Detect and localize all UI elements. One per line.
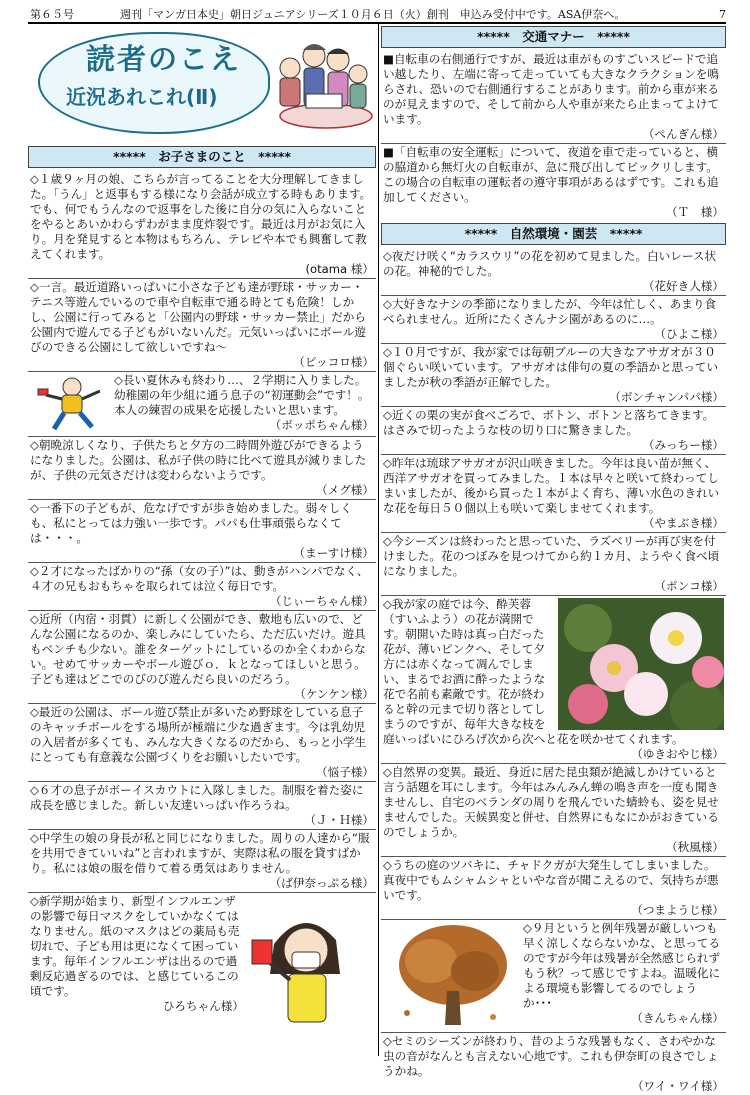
page-title: 読者のこえ: [86, 42, 242, 76]
page-subtitle: 近況あれこれ(Ⅱ): [66, 85, 218, 109]
letter-signature: （ボンチャンパパ様）: [609, 390, 724, 404]
letter-text: ◇今シーズンは終わったと思っていた、ラズベリーが再び実を付けました。花のつぼみを見つけてから約１カ月、ようやく食べ頃になりました。: [383, 534, 720, 578]
letter-signature: （Ｔ 様）: [666, 205, 724, 219]
right-column: [381, 24, 726, 1093]
letter-signature: （秋風様）: [666, 840, 724, 854]
letter-signature: （ポンコ様）: [654, 579, 724, 593]
letter-signature: （ゆきおやじ様）: [631, 747, 724, 761]
letter-signature: （ば伊奈っぷる様）: [269, 876, 374, 890]
letter-item: [381, 764, 726, 857]
letter-item: [28, 279, 376, 372]
letter-signature: （じぃーちゃん様）: [269, 594, 374, 608]
letter-text: ◇中学生の娘の身長が私と同じになりました。周りの人達から“服を共用できていいね”と言われますが、実際は私の服を貸すばかり。私には娘の服を借りて着る勇気はありません。: [30, 831, 370, 875]
section-heading-nature: ***** 自然環境・園芸 *****: [381, 223, 726, 245]
letter-signature: （ボッポちゃん様）: [269, 418, 374, 432]
letter-item: [381, 596, 726, 764]
letter-item: [28, 782, 376, 830]
letter-text: ◇最近の公園は、ボール遊び禁止が多いため野球をしている息子のキャッチボールをする場所が極端に少な過ぎます。今は乳幼児の入居者が多くても、みんな大きくなるのだから、もっと小学生にとっても有意義な公園づくりをお願いしたいです。: [30, 705, 367, 764]
letter-text: ◇９月というと例年残暑が厳しいつも早く涼しくならないかな、と思ってるのですが今年は残暑が全然感じられずもう秋？って感じですよね。温暖化による環境も影響してるのでしょうか･･･: [523, 921, 721, 1010]
letter-signature: （Ｊ・Ｈ様）: [304, 813, 374, 827]
letter-signature: （ケンケン様）: [294, 687, 374, 701]
letter-text: ◇自然界の変異。最近、身近に居た昆虫類が絶滅しかけていると言う話題を耳にします。今年はみんみん蝉の鳴き声を一度も聞きませんし、自宅のベランダの周りを飛んでいた蜻蛉も、姿を見せませんでした。天候異変と併せ、自然界にもなにかがおきているのでしょうか。: [383, 765, 719, 839]
autumn-tree-illustration: [383, 921, 523, 1031]
letter-text: ◇夜だけ咲く“カラスウリ”の花を初めて見ました。白いレース状の花。神秘的でした。: [383, 249, 717, 278]
letter-item: [381, 248, 726, 296]
section-heading-children: ***** お子さまのこと *****: [28, 146, 376, 168]
letter-item: [28, 704, 376, 782]
letter-text: ◇昨年は琉球アサガオが沢山咲きました。今年は良い苗が無く、西洋アサガオを買ってみました。１本は早々と咲いて終わってしまいましたが、後から買った１本がよく育ち、薄い水色のきれいな花を毎日５０個以上も咲いて楽しませてくれます。: [383, 456, 720, 515]
letter-item: [381, 533, 726, 596]
issue-number: 第６５号: [30, 8, 74, 21]
section-heading-traffic: ***** 交通マナー *****: [381, 26, 726, 48]
mask-woman-illustration: [244, 894, 364, 1034]
letter-item: [381, 51, 726, 144]
letter-item: [28, 893, 376, 1035]
letter-signature: （ぺんぎん様）: [642, 127, 724, 141]
letter-signature: （悩子様）: [316, 765, 374, 779]
letter-item: [28, 171, 376, 279]
letter-text: ◇我が家の庭では今、酔芙蓉（すいふよう）の花が満開です。朝開いた時は真っ白だった花が、薄いピンクへ、そして夕方には赤くなって凋んでしまい、まるでお酒に酔ったような花で名前も素敵です。花が終わると幹の元まで切り落としてしまうのですが、毎年大きな枝を庭いっぱいにひろげ次から次へと花を咲かせてくれます。: [383, 597, 684, 746]
letter-text: ◇新学期が始まり、新型インフルエンザの影響で毎日マスクをしていかなくてはなりません。紙のマスクはどの薬局も売切れで、子ども用は更になくて困っています。毎年インフルエンザは出るので過剰反応過ぎるのでは、と感じているこの頃です。: [30, 894, 240, 998]
letter-text: ◇１歳９ヶ月の娘、こちらが言ってることを大分理解してきました。「うん」と返事もする様になり会話が成立する時もあります。でも、何でもうんなので返事をした後に自分の気に入らないことをやるとあいかわらずわがまま度炸裂です。最近は月がお気に入り。月を発見すると本物はもちろん、テレビや本でも興奮して教えてくれます。: [30, 172, 372, 261]
letter-signature: （ピッコロ様）: [293, 355, 374, 369]
letter-item: [381, 344, 726, 407]
letter-text: ◇セミのシーズンが終わり、昔のような残暑もなく、さわやかな虫の音がなんとも言えない心地です。これも伊奈町の良さでしょうかね。: [383, 1034, 719, 1078]
letter-text: ◇６才の息子がボーイスカウトに入隊しました。制服を着た姿に成長を感じました。新しい友達いっぱい作ろうね。: [30, 783, 364, 812]
people-reading-illustration: [270, 34, 374, 134]
letter-signature: （メグ様）: [316, 483, 374, 497]
letter-text: ◇一番下の子どもが、危なげですが歩き始めました。弱々しくも、私にとっては力強い一歩です。パパも仕事頑張らなくては・・・。: [30, 501, 352, 545]
letter-item: [381, 144, 726, 221]
letter-signature: （みっちー様）: [642, 438, 724, 452]
letter-signature: （きんちゃん様）: [631, 1011, 724, 1025]
letter-signature: （花好き人様）: [642, 279, 724, 293]
letter-signature: （やまぶき様）: [642, 516, 724, 530]
letter-item: [28, 437, 376, 500]
letter-text: ◇朝晩涼しくなり、子供たちと夕方の二時間外遊びができるようになりました。公園は、私が子供の時に比べて遊具が減りましたが、子供の元気さだけは変わらないようです。: [30, 438, 367, 482]
column-divider: [378, 24, 379, 1056]
page-number: 7: [719, 7, 726, 21]
letter-text: ◇一言。最近道路いっぱいに小さな子ども達が野球・サッカー・テニス等遊んでいるので車や自転車で通る時とても危険！しかし、公園に行ってみると「公園内の野球・サッカー禁止」だから公園内で遊んでる子どもがいないんだ。元気いっぱいにボール遊びのできる公園にして欲しいですね～: [30, 280, 366, 354]
fuyou-flower-photo: [558, 598, 724, 730]
letter-signature: （まーすけ様）: [293, 546, 374, 560]
letter-item: [381, 920, 726, 1033]
letter-item: [381, 1033, 726, 1095]
letter-text: ◇近所（内宿・羽貫）に新しく公園ができ、敷地も広いので、どんな公園になるのか、楽しみにしていたら、ただ広いだけ。遊具もベンチも少ない。誰をターゲットにしているのか全くわからない。せめてサッカーやボール遊びｏ．ｋとなってほしいと思う。子ども達はどこでのびのび遊んだら良いのだろう。: [30, 612, 366, 686]
letter-item: [28, 372, 376, 437]
letter-item: [28, 830, 376, 893]
letter-text: ■「自転車の安全運転」について、夜道を車で走っていると、横の脇道から無灯火の自転車が、急に飛び出してビックリします。この場合の自転車の運転者の遵守事項があるはずです。これも追加してください。: [383, 145, 719, 204]
letter-text: ◇近くの栗の実が食べごろで、ボトン、ボトンと落ちてきます。はさみで切ったような枝の切り口に驚きました。: [383, 408, 715, 437]
left-column: [28, 24, 376, 1054]
letter-signature: （ひよこ様）: [654, 327, 724, 341]
letter-text: ◇１０月ですが、我が家では毎朝ブルーの大きなアサガオが３０個ぐらい咲いています。アサガオは俳句の夏の季語かと思っていましたが秋の季語が正解でした。: [383, 345, 719, 389]
letter-item: [28, 563, 376, 611]
letter-item: [28, 500, 376, 563]
letter-signature: （つまようじ様）: [631, 903, 724, 917]
letter-item: [381, 857, 726, 920]
page-header: [30, 6, 726, 22]
letter-item: [381, 455, 726, 533]
letter-text: ■自転車の右側通行ですが、最近は車がものすごいスピードで追い越したり、左端に寄って走っていても大きなクラクションを鳴らされ、恐いので右側通行することがあります。前から車が来るのが見えますので、そして前から人や車が来たら止まってよけています。: [383, 52, 719, 126]
letter-text: ◇長い夏休みも終わり…、２学期に入りました。幼稚園の年少組に通う息子の“初運動会”です！。本人の練習の成果を応援したいと思います。: [114, 373, 370, 417]
letter-signature: （ワイ・ワイ様）: [631, 1079, 724, 1093]
letter-signature: ひろちゃん様）: [162, 999, 244, 1013]
letter-signature: (otama 様）: [305, 262, 374, 276]
running-child-illustration: [30, 373, 114, 435]
letter-text: ◇大好きなナシの季節になりましたが、今年は忙しく、あまり食べられません。近所にたくさんナシ園があるのに…。: [383, 297, 717, 326]
letter-item: [381, 407, 726, 455]
letter-item: [381, 296, 726, 344]
letter-text: ◇２才になったばかりの“孫（女の子）”は、動きがハンパでなく、４才の兄もおもちゃを取られては泣く毎日です。: [30, 564, 369, 593]
title-area: [28, 24, 376, 144]
header-notice: 週刊「マンガ日本史」朝日ジュニアシリーズ１０月６日（火）創刊 申込み受付中です。ASA伊奈へ。: [120, 8, 626, 21]
letter-item: [28, 611, 376, 704]
letter-text: ◇うちの庭のツバキに、チャドクガが大発生してしまいました。真夜中でもムシャムシャといやな音が聞こえるので、気持ちが悪いです。: [383, 858, 719, 902]
